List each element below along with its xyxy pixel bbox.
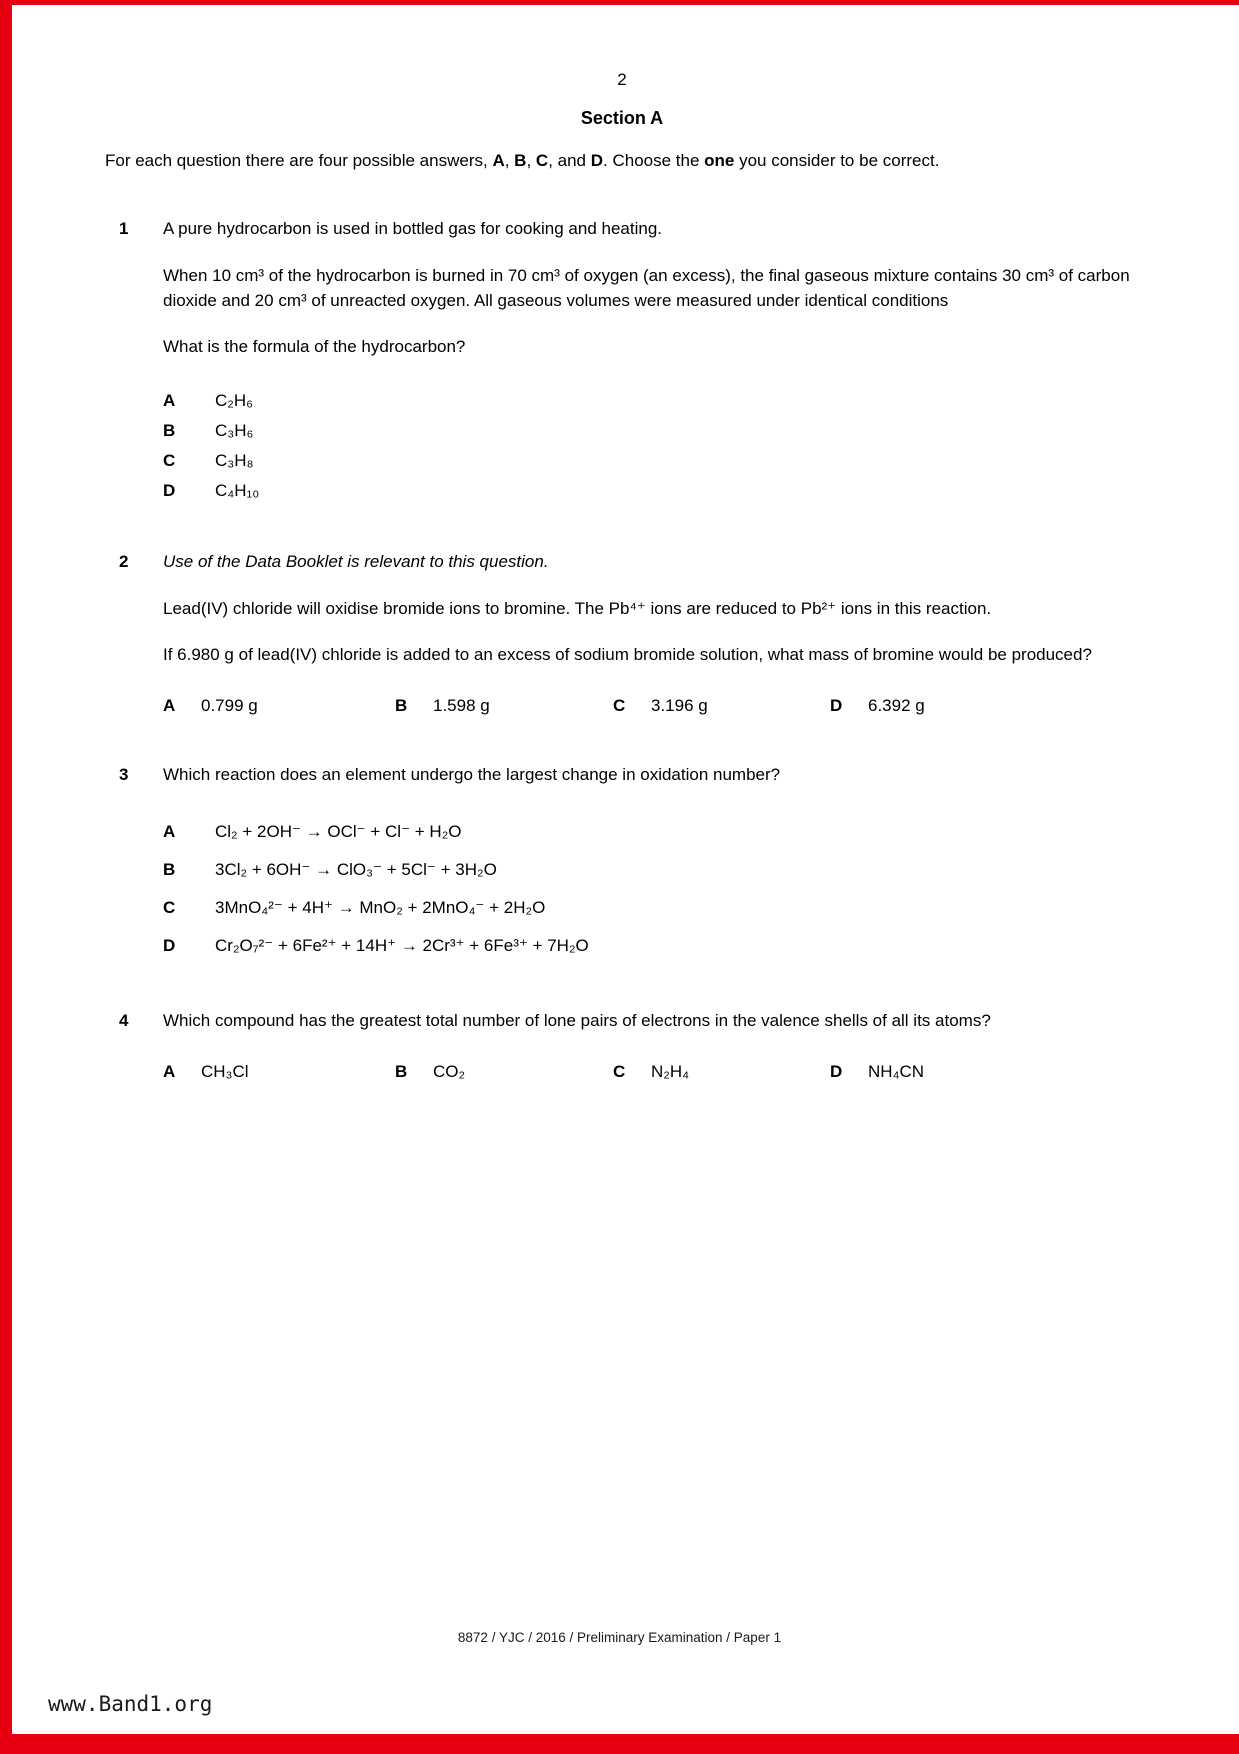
option-a [163,694,395,719]
instructions [105,149,1139,174]
options-list [163,386,1139,506]
option-c [613,1060,830,1085]
question-1 [105,217,1139,506]
option-text: C₃H₆ [215,420,254,440]
question-number: 2 [119,551,129,571]
question-body [163,763,1139,966]
option-letter: D [163,936,176,956]
option-d [163,927,1139,965]
option-letter: B [163,420,176,440]
option-text: CH₃Cl [201,1061,249,1081]
options-list [163,813,1139,965]
option-letter: C [613,1061,626,1081]
option-text: 3.196 g [651,695,708,715]
option-c [163,889,1139,927]
question-paragraph: Which reaction does an element undergo the largest change in oxidation number? [163,764,781,784]
option-d [830,1060,924,1085]
instructions-text: , [526,150,536,170]
option-c [163,446,1139,476]
page-number: 2 [617,70,627,89]
instructions-bold-c: C [535,150,549,170]
instructions-bold-b: B [514,150,527,170]
option-equation: Cl₂ + 2OH⁻ → OCl⁻ + Cl⁻ + H₂O [215,822,462,842]
option-b [163,416,1139,446]
option-letter: A [163,822,176,842]
option-b [395,694,613,719]
instructions-text: . Choose the [603,150,705,170]
option-letter: D [830,1061,843,1081]
option-text: NH₄CN [868,1061,925,1081]
question-paragraph: A pure hydrocarbon is used in bottled gas for cooking and heating. [163,219,663,239]
red-border-bottom [0,1734,1239,1754]
options-row [163,694,1139,719]
option-letter: C [163,898,176,918]
options-row [163,1060,1139,1085]
question-paragraph: If 6.980 g of lead(IV) chloride is added to an excess of sodium bromide solution, what mass of bromine would be produced? [163,645,1092,665]
option-letter: B [163,860,176,880]
question-paragraph: Which compound has the greatest total number of lone pairs of electrons in the valence shells of all its atoms? [163,1011,991,1031]
option-text: C₃H₈ [215,450,254,470]
question-paragraph: When 10 cm³ of the hydrocarbon is burned in 70 cm³ of oxygen (an excess), the final gaseous mixture contains 30 cm³ of carbon dioxide and 20 cm³ of unreacted oxygen. All gaseous volumes were measured under identical conditions [163,266,1130,310]
option-a [163,1060,395,1085]
option-letter: C [613,695,626,715]
option-text: C₂H₆ [215,390,254,410]
option-text: 0.799 g [201,695,258,715]
option-c [613,694,830,719]
paper-footer: 8872 / YJC / 2016 / Preliminary Examination / Paper 1 [457,1630,782,1645]
instructions-bold-one: one [704,150,735,170]
instructions-text: , and [548,150,591,170]
question-body [163,217,1139,506]
option-a [163,813,1139,851]
option-b [395,1060,613,1085]
option-d [830,694,925,719]
data-booklet-note: Use of the Data Booklet is relevant to this question. [163,551,549,571]
question-2 [105,550,1139,719]
option-text: CO₂ [433,1061,466,1081]
option-letter: B [395,695,408,715]
option-equation: 3MnO₄²⁻ + 4H⁺ → MnO₂ + 2MnO₄⁻ + 2H₂O [215,898,546,918]
option-text: 1.598 g [433,695,490,715]
question-4 [105,1009,1139,1084]
option-letter: A [163,1061,176,1081]
option-text: N₂H₄ [651,1061,690,1081]
instructions-bold-d: D [590,150,604,170]
option-text: 6.392 g [868,695,925,715]
question-body [163,1009,1139,1084]
option-letter: A [163,390,176,410]
question-number: 4 [119,1011,129,1031]
question-paragraph: What is the formula of the hydrocarbon? [163,337,466,357]
option-letter: B [395,1061,408,1081]
question-number: 3 [119,764,129,784]
option-letter: C [163,450,176,470]
option-equation: 3Cl₂ + 6OH⁻ → ClO₃⁻ + 5Cl⁻ + 3H₂O [215,860,497,880]
option-b [163,851,1139,889]
option-d [163,476,1139,506]
question-body [163,550,1139,719]
option-a [163,386,1139,416]
instructions-bold-a: A [492,150,505,170]
option-letter: D [830,695,843,715]
instructions-text: For each question there are four possible answers, [105,150,493,170]
option-equation: Cr₂O₇²⁻ + 6Fe²⁺ + 14H⁺ → 2Cr³⁺ + 6Fe³⁺ + 7H₂O [215,936,589,956]
instructions-text: , [504,150,515,170]
question-number: 1 [119,219,129,239]
instructions-text: you consider to be correct. [734,150,940,170]
section-title: Section A [580,107,664,128]
option-text: C₄H₁₀ [215,480,260,500]
option-letter: D [163,480,176,500]
watermark-url: www.Band1.org [48,1692,213,1716]
question-3 [105,763,1139,966]
question-paragraph: Lead(IV) chloride will oxidise bromide ions to bromine. The Pb⁴⁺ ions are reduced to Pb²⁺ ions in this reaction. [163,598,992,618]
option-letter: A [163,695,176,715]
